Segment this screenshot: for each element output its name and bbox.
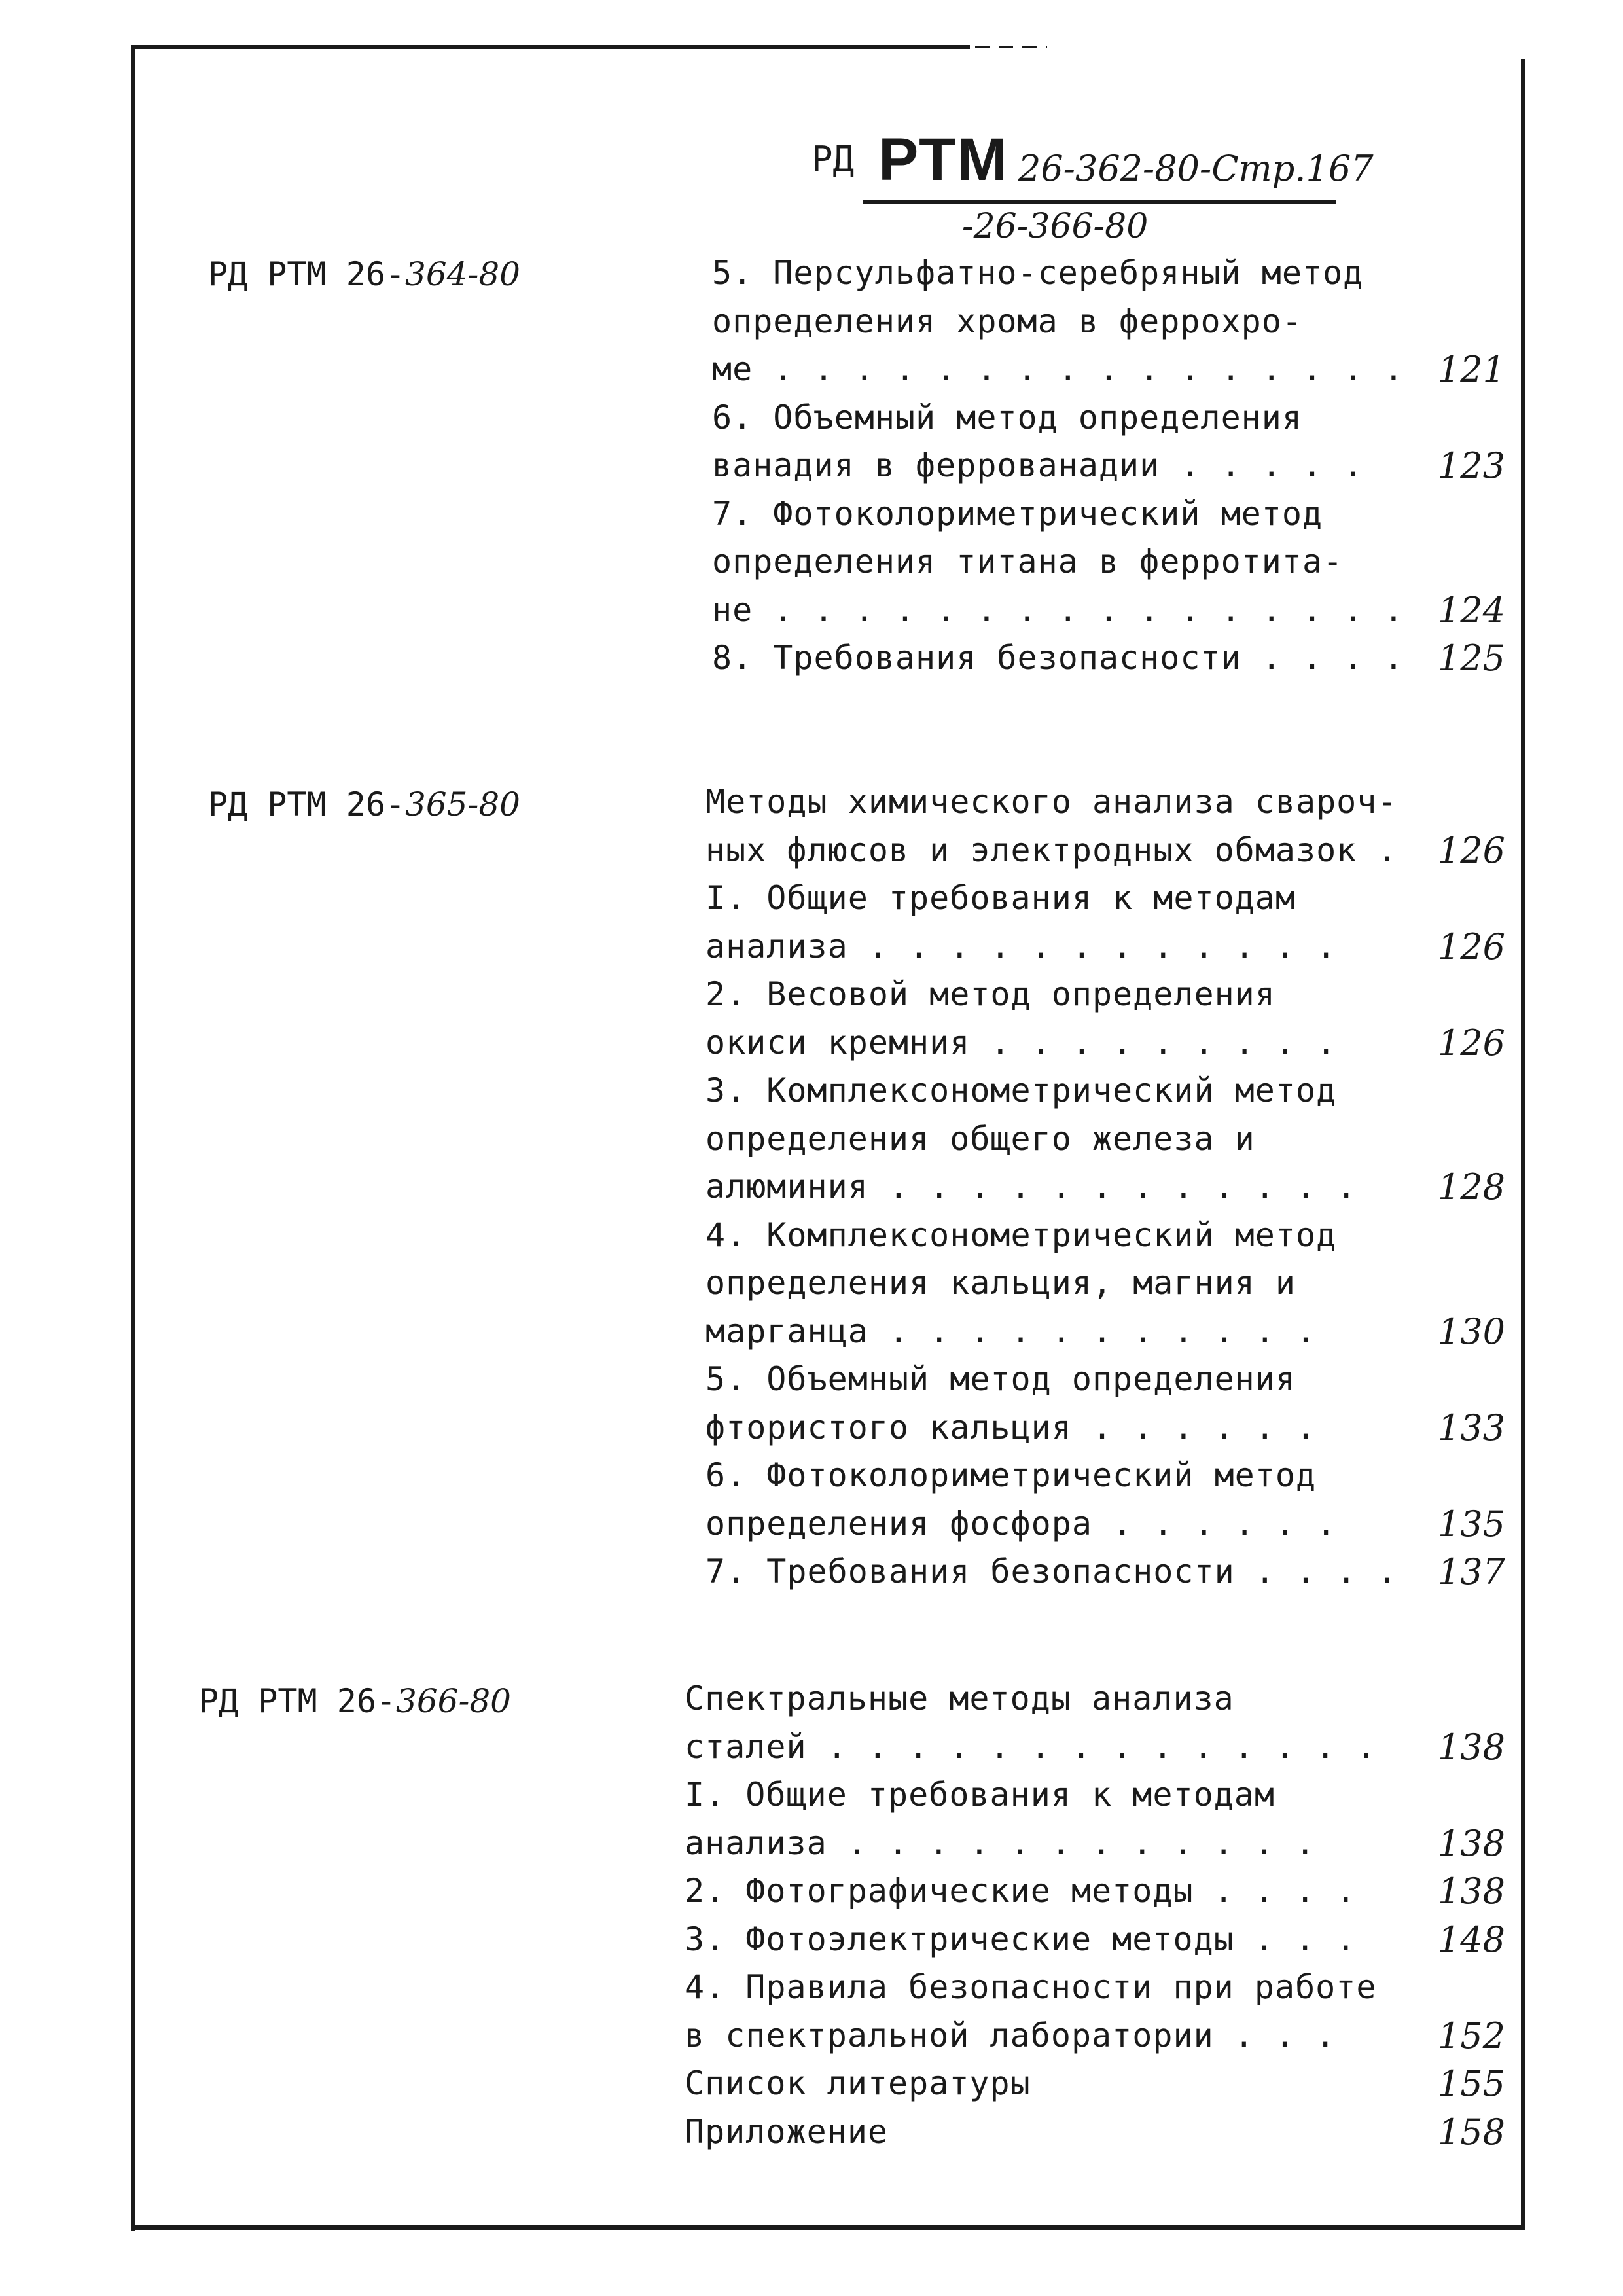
toc-line: I. Общие требования к методам: [685, 1776, 1275, 1814]
frame-top-border: [132, 45, 970, 49]
toc-line: в спектральной лаборатории . . .: [685, 2016, 1336, 2054]
toc-line: ванадия в феррованадии . . . . .: [712, 446, 1364, 484]
frame-right-border: [1521, 59, 1525, 2230]
toc-line: Методы химического анализа свароч-: [705, 783, 1398, 821]
frame-left-border: [131, 45, 135, 2231]
toc-line: анализа . . . . . . . . . . . .: [705, 927, 1337, 965]
toc-page-number: 135: [1437, 1503, 1505, 1545]
section-label-number: 365-80: [405, 785, 520, 823]
toc-line: 7. Требования безопасности . . . .: [705, 1552, 1398, 1590]
section-label-number: 366-80: [396, 1682, 511, 1720]
toc-page-number: 133: [1437, 1407, 1505, 1448]
section-label: [208, 255, 520, 293]
toc-page-number: 124: [1437, 589, 1505, 631]
toc-line: фтористого кальция . . . . . .: [705, 1408, 1317, 1446]
toc-page-number: 138: [1437, 1726, 1505, 1768]
toc-page-number: 128: [1437, 1166, 1505, 1208]
toc-line: I. Общие требования к методам: [705, 879, 1296, 917]
toc-page-number: 121: [1437, 349, 1505, 390]
toc-line: определения кальция, магния и: [705, 1264, 1296, 1302]
section-label: [199, 1682, 511, 1720]
toc-page-number: 125: [1437, 637, 1505, 679]
toc-line: окиси кремния . . . . . . . . .: [705, 1023, 1337, 1062]
toc-line: 4. Комплексонометрический метод: [705, 1215, 1337, 1254]
header-doc-numbers-2: -26-366-80: [962, 207, 1149, 246]
toc-line: 5. Персульфатно-серебряный метод: [712, 254, 1364, 292]
section-label: [208, 785, 520, 823]
toc-line: не . . . . . . . . . . . . . . . .: [712, 590, 1404, 629]
toc-line: определения общего железа и: [705, 1119, 1255, 1158]
toc-page-number: 152: [1437, 2015, 1505, 2056]
toc-line: определения хрома в феррохро-: [712, 302, 1302, 340]
section-label-prefix: РД РТМ 26-: [208, 785, 406, 823]
toc-page-number: 126: [1437, 1022, 1505, 1064]
toc-line: ных флюсов и электродных обмазок .: [705, 831, 1398, 869]
toc-line: 7. Фотоколориметрический метод: [712, 494, 1323, 533]
header-underline: [863, 200, 1336, 204]
toc-line: 4. Правила безопасности при работе: [685, 1968, 1377, 2006]
header-rtm: РТМ: [878, 126, 1008, 193]
toc-page-number: 138: [1437, 1822, 1505, 1864]
toc-line: марганца . . . . . . . . . . .: [705, 1312, 1317, 1350]
toc-line: Спектральные методы анализа: [685, 1679, 1234, 1717]
toc-line: 6. Фотоколориметрический метод: [705, 1456, 1317, 1494]
toc-line: Приложение: [685, 2112, 889, 2151]
toc-line: сталей . . . . . . . . . . . . . .: [685, 1727, 1377, 1766]
toc-line: ме . . . . . . . . . . . . . . . .: [712, 350, 1404, 388]
toc-line: 8. Требования безопасности . . . .: [712, 639, 1404, 677]
section-label-number: 364-80: [405, 255, 520, 293]
frame-bottom-border: [131, 2225, 1525, 2230]
toc-page-number: 148: [1437, 1918, 1505, 1960]
toc-line: анализа . . . . . . . . . . . .: [685, 1823, 1316, 1862]
toc-line: 2. Фотографические методы . . . .: [685, 1872, 1357, 1910]
toc-line: Список литературы: [685, 2064, 1031, 2102]
header-rd: РД: [812, 139, 855, 180]
toc-page-number: 158: [1437, 2111, 1505, 2153]
toc-line: 2. Весовой метод определения: [705, 975, 1275, 1013]
toc-line: 3. Фотоэлектрические методы . . .: [685, 1920, 1357, 1958]
header-doc-numbers: 26-362-80-Стр.167: [1018, 148, 1374, 189]
toc-line: алюминия . . . . . . . . . . . .: [705, 1168, 1357, 1206]
toc-line: 3. Комплексонометрический метод: [705, 1071, 1337, 1109]
toc-line: определения титана в ферротита-: [712, 543, 1344, 581]
toc-page-number: 155: [1437, 2063, 1505, 2104]
toc-line: определения фосфора . . . . . .: [705, 1504, 1337, 1543]
toc-page-number: 123: [1437, 445, 1505, 486]
toc-page-number: 126: [1437, 925, 1505, 967]
toc-line: 5. Объемный метод определения: [705, 1360, 1296, 1398]
toc-page-number: 137: [1437, 1551, 1505, 1592]
toc-page-number: 130: [1437, 1310, 1505, 1352]
section-label-prefix: РД РТМ 26-: [199, 1682, 397, 1720]
toc-page-number: 126: [1437, 829, 1505, 871]
toc-page-number: 138: [1437, 1871, 1505, 1912]
frame-top-dashes: [975, 46, 1047, 48]
section-label-prefix: РД РТМ 26-: [208, 255, 406, 293]
toc-line: 6. Объемный метод определения: [712, 398, 1302, 437]
